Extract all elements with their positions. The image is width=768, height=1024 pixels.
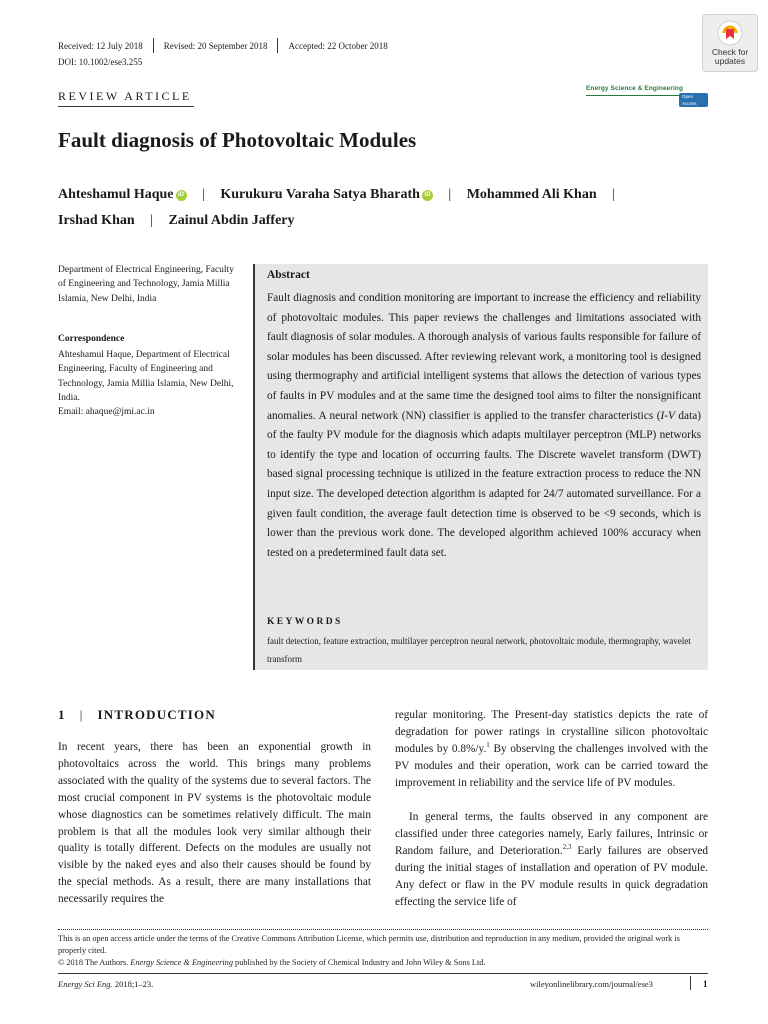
journal-logo <box>586 85 708 106</box>
abstract-iv-term: I-V <box>660 409 675 422</box>
author-name[interactable]: Kurukuru Varaha Satya Bharath <box>220 187 420 202</box>
accepted-date: Accepted: 22 October 2018 <box>288 40 388 51</box>
divider <box>153 38 154 53</box>
citation-ref[interactable]: 2,3 <box>562 843 572 852</box>
citation-ref[interactable]: 1 <box>486 741 490 750</box>
section-divider: | <box>79 707 84 722</box>
abstract-text-part: Fault diagnosis and condition monitoring are important to increase the efficiency and reliability of photovoltaic modules. This paper reviews the challenges and limitations associated with fault diagnosis of solar modules. A thorough analysis of various faults responsible for failure of solar modules has been discussed. After reviewing relevant work, a monitoring tool is designed using thermography and artificial intelligent systems that allows the detection of various types of faults in PV modules and at the same time the designed tool aims to filter the nonsignificant anomalies. A neural network (NN) classifier is applied to the transfer characteristics ( <box>267 292 701 422</box>
check-for-updates-button[interactable] <box>702 14 758 72</box>
author-name[interactable]: Mohammed Ali Khan <box>466 187 597 202</box>
license-note <box>58 933 708 969</box>
divider <box>277 38 278 53</box>
body-paragraph: In recent years, there has been an exponential growth in photovoltaics across the world. This brings many problems associated with the quality of the systems due to several factors. The most crucial component in PV systems is the photovoltaic module whose diagnostics can be sometimes relatively difficult. The main problem is that all the modules look very similar although their quality is totally different. Defects on the modules are usually not visible by the naked eyes and also their causes should be found by the special methods. As a result, there are many installations that necessarily requires the <box>58 741 371 906</box>
author-separator: | <box>150 213 153 228</box>
affiliation: Department of Electrical Engineering, Faculty of Engineering and Technology, Jamia Millia Islamia, New Delhi, India <box>58 265 234 304</box>
open-access-badge: Open Access <box>679 93 708 107</box>
copyright-part: published by the Society of Chemical Industry and John Wiley & Sons Ltd. <box>232 958 486 967</box>
correspondence-heading: Correspondence <box>58 334 125 344</box>
journal-logo-name: Energy Science & Engineering <box>586 85 684 92</box>
citation-info <box>58 979 153 989</box>
author-list-line-2 <box>58 213 295 229</box>
section-heading <box>58 707 216 723</box>
body-paragraph <box>395 809 708 910</box>
footer-divider <box>690 976 691 990</box>
author-name[interactable]: Irshad Khan <box>58 213 135 228</box>
journal-url[interactable]: wileyonlinelibrary.com/journal/ese3 <box>530 979 653 989</box>
copyright-part: © 2018 The Authors. <box>58 958 131 967</box>
footnote-divider <box>58 929 708 930</box>
copyright-journal: Energy Science & Engineering <box>130 958 233 967</box>
author-separator: | <box>448 187 452 202</box>
correspondence-text: Ahteshamul Haque, Department of Electrical Engineering, Faculty of Engineering and Technology, Jamia Millia Islamia, New Delhi, India. <box>58 350 234 403</box>
article-type-underline <box>58 106 194 107</box>
keywords-heading: KEYWORDS <box>267 617 343 627</box>
license-text: This is an open access article under the terms of the Creative Commons Attribution License, which permits use, distribution and reproduction in any medium, provided the original work is properly cited. <box>58 934 680 955</box>
received-date: Received: 12 July 2018 <box>58 40 143 51</box>
footer-rule <box>58 973 708 974</box>
article-type: REVIEW ARTICLE <box>58 89 192 103</box>
check-updates-label-2: updates <box>714 56 746 66</box>
section-number: 1 <box>58 707 66 722</box>
abstract-heading: Abstract <box>267 269 310 281</box>
correspondence-block <box>58 348 238 419</box>
author-separator: | <box>612 187 615 202</box>
body-text: Early failures are observed during the initial stages of installation and operation of PV module. Any defect or flaw in the PV module results in quick degradation effecting the service life of <box>395 844 708 908</box>
article-dates <box>58 38 388 53</box>
abstract-rule <box>253 264 255 670</box>
section-title: INTRODUCTION <box>97 707 216 722</box>
body-paragraph <box>395 707 708 792</box>
revised-date: Revised: 20 September 2018 <box>163 40 268 51</box>
abstract-text <box>267 289 701 563</box>
keywords-text: fault detection, feature extraction, multilayer perceptron neural network, photovoltaic module, thermography, wavelet transform <box>267 636 691 664</box>
body-text: regular monitoring. The Present-day statistics depicts the rate of degradation for power ratings in crystalline silicon photovoltaic modules by 0.8%/y. <box>395 709 708 755</box>
abstract-text-part: data) of the faulty PV module for the diagnosis which adapts multilayer perceptron (MLP) networks to identify the type and location of occurring faults. The Discrete wavelet transform (DWT) based signal processing technique is utilized in the feature extraction process to reduce the NN input size. The developed detection algorithm is adapted for 24/7 automated surveillance. For a given fault condition, the average fault detection time is observed to be <9 seconds, which is lower than the previous work done. The developed algorithm achieved 100% accuracy when tested on a predetermined fault data set. <box>267 409 701 559</box>
author-separator: | <box>202 187 205 202</box>
orcid-icon[interactable]: iD <box>176 190 187 201</box>
copyright-text <box>58 957 708 969</box>
doi[interactable]: DOI: 10.1002/ese3.255 <box>58 57 143 67</box>
page-number: 1 <box>703 979 708 989</box>
author-name[interactable]: Ahteshamul Haque <box>58 187 174 202</box>
author-name[interactable]: Zainul Abdin Jaffery <box>168 213 295 228</box>
article-title: Fault diagnosis of Photovoltaic Modules <box>58 128 417 152</box>
check-updates-icon <box>717 20 743 46</box>
orcid-icon[interactable]: iD <box>422 190 433 201</box>
citation-journal: Energy Sci Eng. <box>58 979 113 989</box>
body-text: In general terms, the faults observed in any component are classified under three categories namely, Early failures, Intrinsic or Random failure, and Deterioration. <box>395 811 708 857</box>
author-list-line-1 <box>58 187 627 203</box>
check-updates-label-1: Check for <box>711 47 749 57</box>
citation-year: 2018;1–23. <box>112 979 154 989</box>
correspondence-email[interactable]: Email: ahaque@jmi.ac.in <box>58 407 155 418</box>
body-text: By observing the challenges involved with the PV modules and their operation, work can be carried toward the improvement in reliability and the service life of PV modules. <box>395 742 708 789</box>
